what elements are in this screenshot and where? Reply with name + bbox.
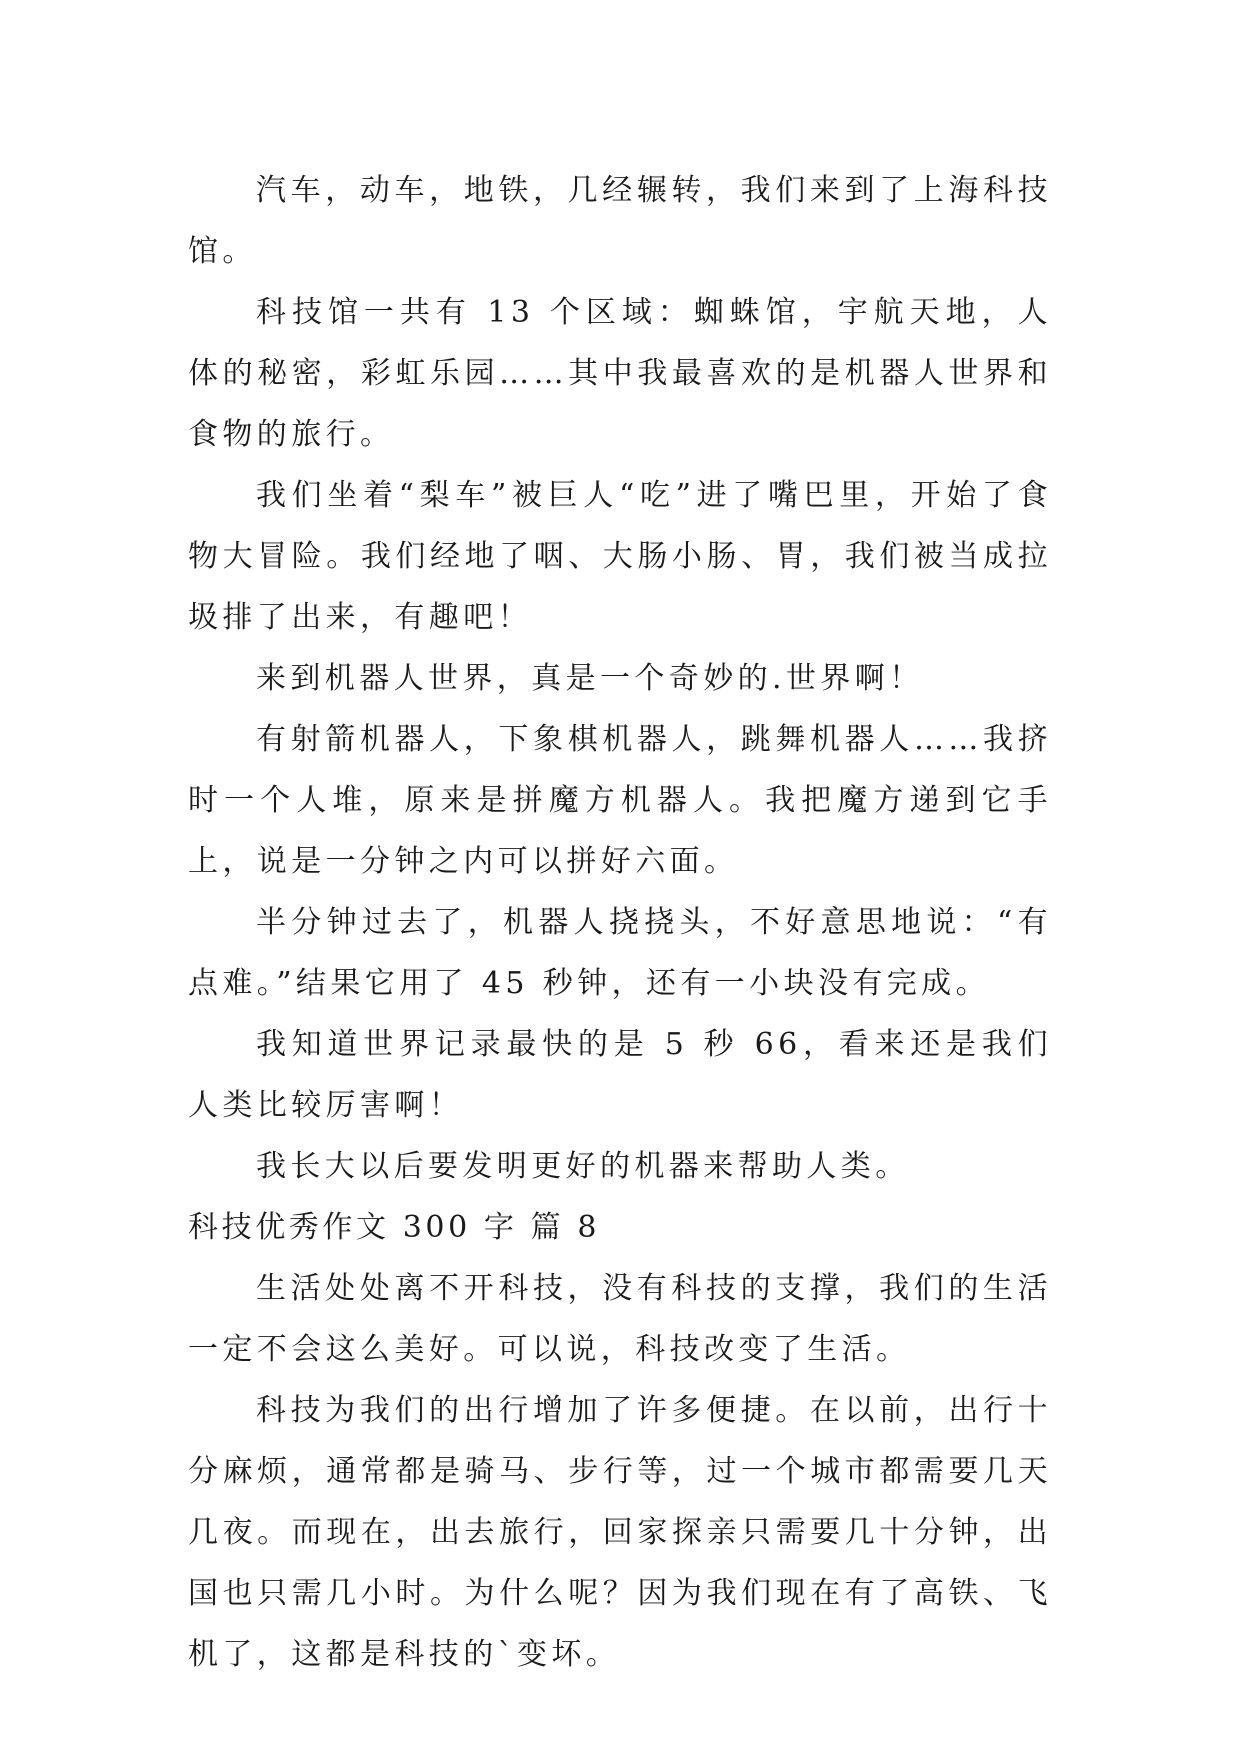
paragraph-5: 有射箭机器人，下象棋机器人，跳舞机器人……我挤时一个人堆，原来是拼魔方机器人。我把魔方递到它手上，说是一分钟之内可以拼好六面。 — [188, 722, 1052, 879]
paragraph-7: 我知道世界记录最快的是 5 秒 66，看来还是我们人类比较厉害啊！ — [188, 1027, 1052, 1123]
paragraph-4: 来到机器人世界，真是一个奇妙的.世界啊！ — [256, 661, 924, 696]
paragraph-2: 科技馆一共有 13 个区域：蜘蛛馆，宇航天地，人体的秘密，彩虹乐园……其中我最喜欢的是机器人世界和食物的旅行。 — [188, 295, 1052, 452]
paragraph-6: 半分钟过去了，机器人挠挠头，不好意思地说：“有点难。”结果它用了 45 秒钟，还有一小块没有完成。 — [188, 905, 1052, 1001]
paragraph-8: 我长大以后要发明更好的机器来帮助人类。 — [256, 1149, 910, 1184]
paragraph-9: 生活处处离不开科技，没有科技的支撑，我们的生活一定不会这么美好。可以说，科技改变了生活。 — [188, 1271, 1052, 1367]
paragraph-1: 汽车，动车，地铁，几经辗转，我们来到了上海科技馆。 — [188, 173, 1052, 269]
section-heading: 科技优秀作文 300 字 篇 8 — [188, 1210, 601, 1245]
paragraph-3: 我们坐着“梨车”被巨人“吃”进了嘴巴里，开始了食物大冒险。我们经地了咽、大肠小肠、胃，我们被当成拉圾排了出来，有趣吧！ — [188, 478, 1052, 635]
document-body — [188, 160, 1052, 1685]
paragraph-10: 科技为我们的出行增加了许多便捷。在以前，出行十分麻烦，通常都是骑马、步行等，过一个城市都需要几天几夜。而现在，出去旅行，回家探亲只需要几十分钟，出国也只需几小时。为什么呢？因为我们现在有了高铁、飞机了，这都是科技的`变坏。 — [188, 1393, 1052, 1672]
